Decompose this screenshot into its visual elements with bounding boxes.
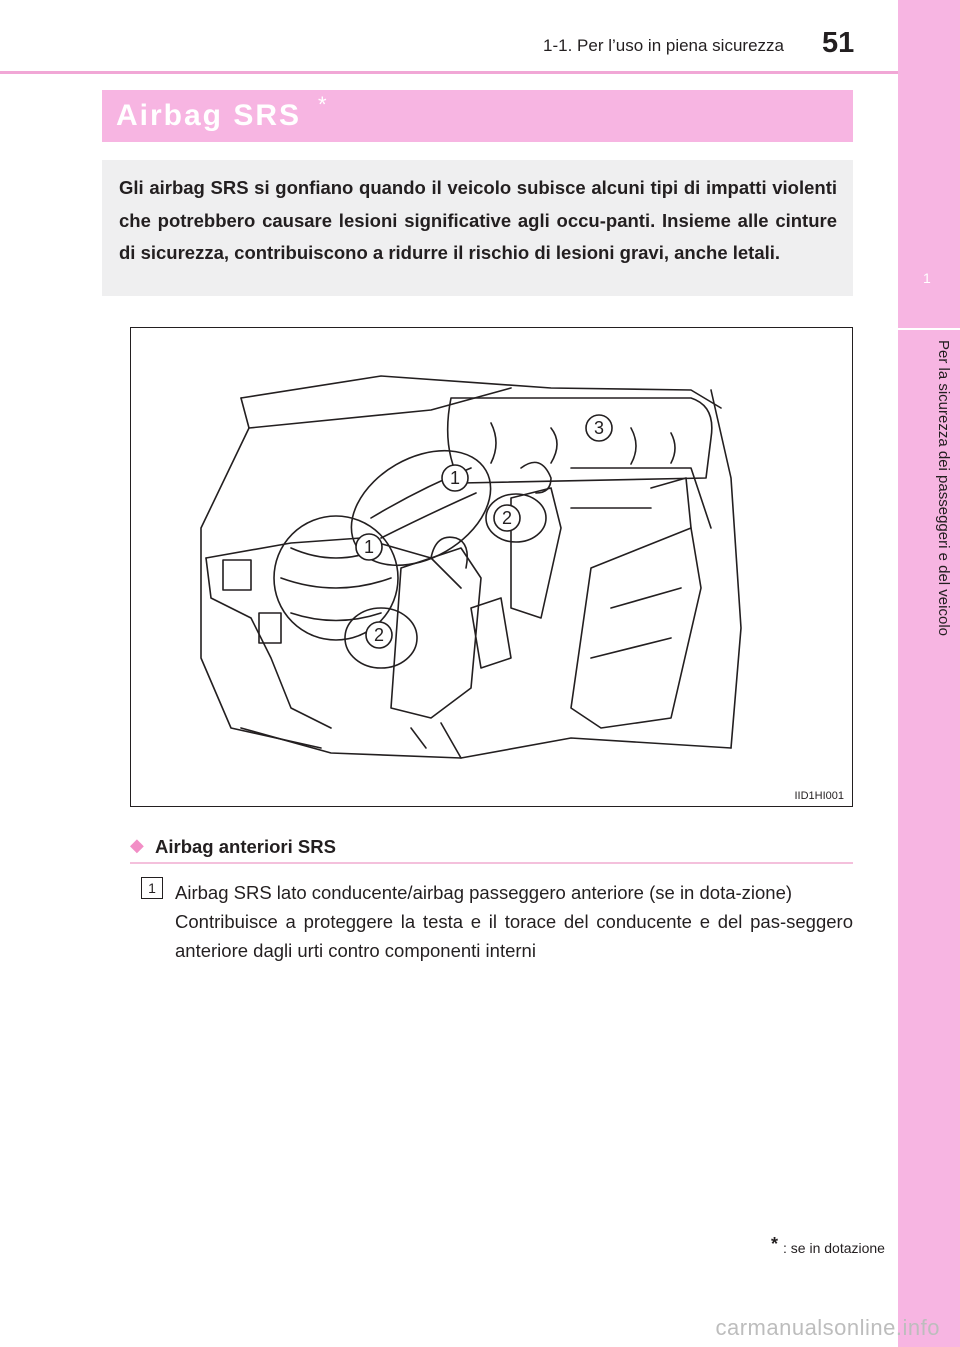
item-number-box: 1 [141, 877, 163, 899]
intro-box [102, 160, 853, 296]
footnote-asterisk: * [771, 1234, 779, 1254]
item-line-2: Contribuisce a proteggere la testa e il torace del conducente e del pas-seggero anteriore dagli urti contro componenti interni [175, 911, 853, 961]
footnote-text: : se in dotazione [783, 1240, 885, 1256]
callout-2a: 2 [501, 508, 513, 528]
page-number: 51 [822, 27, 855, 59]
callout-2b: 2 [373, 625, 385, 645]
subsection-divider [130, 862, 853, 864]
chapter-number: 1 [923, 270, 931, 286]
running-header-section: 1-1. Per l’uso in piena sicurezza [543, 36, 784, 55]
callout-1b: 1 [363, 537, 375, 557]
callout-3: 3 [593, 418, 605, 438]
figure-code: IID1HI001 [794, 790, 844, 802]
subsection-title: Airbag anteriori SRS [155, 836, 336, 857]
car-interior-drawing [131, 328, 854, 808]
airbag-illustration [130, 327, 853, 807]
title-asterisk: * [318, 92, 327, 117]
intro-text: Gli airbag SRS si gonfiano quando il veicolo subisce alcuni tipi di impatti violenti che potrebbero causare lesioni significative agli occu-panti. Insieme alle cinture di sicurezza, contribuiscono a ridurre il rischio di lesioni gravi, anche letali. [119, 177, 837, 263]
header-divider [0, 71, 898, 74]
chapter-title: Per la sicurezza dei passeggeri e del veicolo [935, 340, 952, 636]
item-text [175, 878, 853, 965]
title-banner [102, 90, 853, 142]
watermark: carmanualsonline.info [715, 1315, 940, 1340]
diamond-bullet-icon: ◆ [130, 835, 144, 855]
callout-1a: 1 [449, 468, 461, 488]
item-line-1: Airbag SRS lato conducente/airbag passeggero anteriore (se in dota-zione) [175, 882, 793, 903]
page-title: Airbag SRS [116, 99, 302, 132]
